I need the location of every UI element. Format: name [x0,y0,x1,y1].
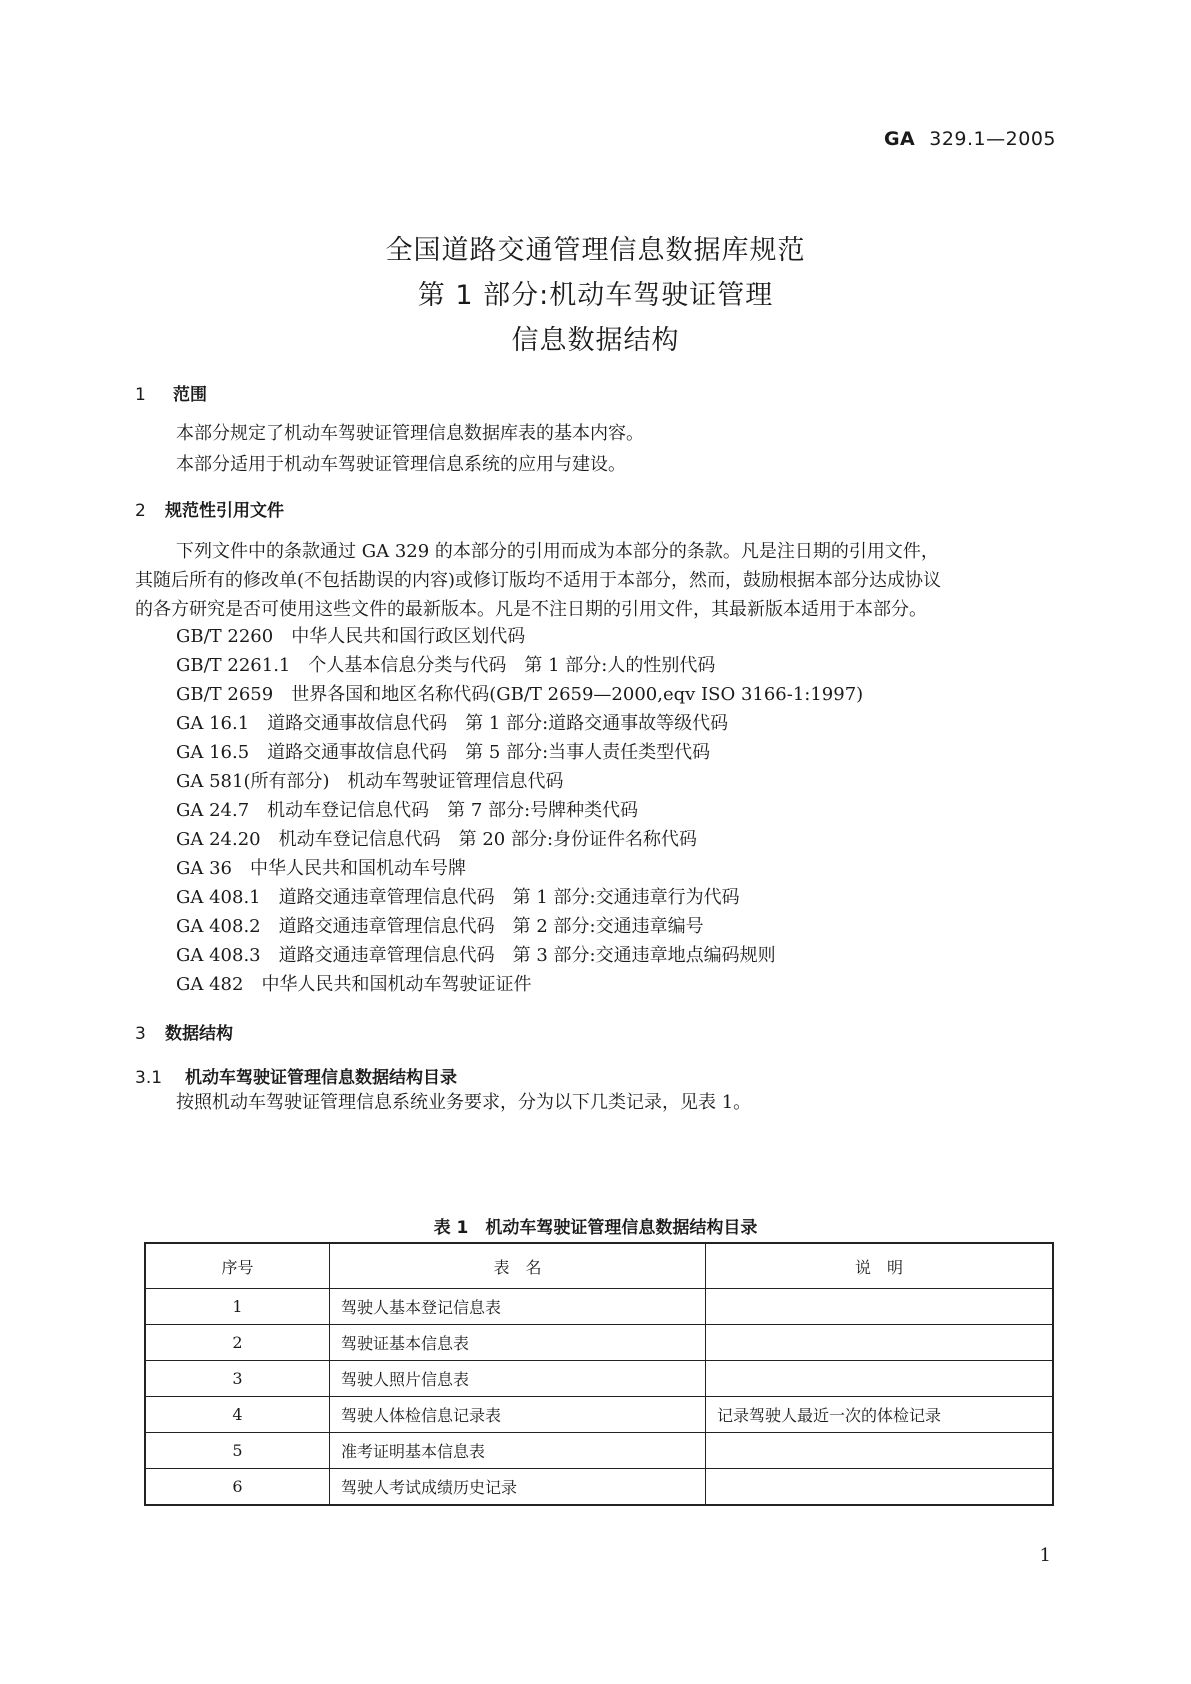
page-number: 1 [1039,1545,1051,1566]
reference-item: GA 24.7 机动车登记信息代码 第 7 部分:号牌种类代码 [176,800,639,821]
reference-item: GA 16.1 道路交通事故信息代码 第 1 部分:道路交通事故等级代码 [176,713,729,734]
reference-item: GA 581(所有部分) 机动车驾驶证管理信息代码 [176,771,564,792]
section-1-title: 范围 [173,385,207,405]
section-1-number: 1 [135,385,146,405]
table-row [145,1397,1053,1433]
cell-desc [706,1361,1054,1397]
cell-no: 1 [145,1289,330,1325]
table-row [145,1433,1053,1469]
cell-name: 驾驶证基本信息表 [330,1325,706,1361]
header-no: 序号 [145,1243,330,1289]
section-3-title: 数据结构 [165,1024,233,1044]
cell-no: 5 [145,1433,330,1469]
cell-desc [706,1325,1054,1361]
reference-item: GA 408.3 道路交通违章管理信息代码 第 3 部分:交通违章地点编码规则 [176,945,776,966]
table-row [145,1325,1053,1361]
cell-no: 4 [145,1397,330,1433]
reference-item: GA 408.2 道路交通违章管理信息代码 第 2 部分:交通违章编号 [176,916,704,937]
header-desc: 说 明 [706,1243,1054,1289]
table-row [145,1469,1053,1506]
section-2-intro-line-2: 其随后所有的修改单(不包括勘误的内容)或修订版均不适用于本部分，然而，鼓励根据本部分达成协议 [135,570,942,591]
section-1-para-1: 本部分规定了机动车驾驶证管理信息数据库表的基本内容。 [176,423,644,444]
cell-desc [706,1433,1054,1469]
reference-item: GA 24.20 机动车登记信息代码 第 20 部分:身份证件名称代码 [176,829,698,850]
data-structure-table [144,1242,1054,1506]
section-3-1-heading [135,1063,457,1088]
section-1-para-2: 本部分适用于机动车驾驶证管理信息系统的应用与建设。 [176,454,626,475]
cell-name: 驾驶人基本登记信息表 [330,1289,706,1325]
title-line-2: 第 1 部分:机动车驾驶证管理 [417,280,774,311]
cell-name: 驾驶人考试成绩历史记录 [330,1469,706,1506]
title-line-1: 全国道路交通管理信息数据库规范 [385,235,806,266]
section-2-intro-line-3: 的各方研究是否可使用这些文件的最新版本。凡是不注日期的引用文件，其最新版本适用于本部分。 [135,599,927,620]
table-row [145,1289,1053,1325]
reference-item: GA 482 中华人民共和国机动车驾驶证证件 [176,974,532,995]
section-3-heading [135,1019,233,1044]
cell-desc [706,1289,1054,1325]
header-name: 表 名 [330,1243,706,1289]
section-2-heading [135,496,284,521]
standard-code [884,128,1056,150]
reference-item: GA 36 中华人民共和国机动车号牌 [176,858,467,879]
section-1-heading [135,380,207,405]
cell-desc: 记录驾驶人最近一次的体检记录 [706,1397,1054,1433]
section-2-intro-line-1: 下列文件中的条款通过 GA 329 的本部分的引用而成为本部分的条款。凡是注日期的引用文件， [176,541,939,562]
section-3-1-para: 按照机动车驾驶证管理信息系统业务要求，分为以下几类记录，见表 1。 [176,1092,752,1113]
table-row [145,1361,1053,1397]
title-line-3: 信息数据结构 [511,325,680,356]
section-3-1-title: 机动车驾驶证管理信息数据结构目录 [185,1068,457,1088]
cell-name: 驾驶人照片信息表 [330,1361,706,1397]
section-2-title: 规范性引用文件 [165,501,284,521]
cell-no: 3 [145,1361,330,1397]
table-header-row [145,1243,1053,1289]
cell-no: 2 [145,1325,330,1361]
standard-number: 329.1—2005 [929,128,1056,150]
standard-prefix: GA [883,128,916,150]
cell-desc [706,1469,1054,1506]
table-caption: 表 1 机动车驾驶证管理信息数据结构目录 [433,1218,758,1238]
section-3-1-number: 3.1 [135,1068,163,1088]
section-2-number: 2 [135,501,146,521]
document-title [0,228,1191,363]
reference-item: GB/T 2261.1 个人基本信息分类与代码 第 1 部分:人的性别代码 [176,655,716,676]
reference-item: GA 408.1 道路交通违章管理信息代码 第 1 部分:交通违章行为代码 [176,887,740,908]
cell-no: 6 [145,1469,330,1506]
reference-item: GB/T 2260 中华人民共和国行政区划代码 [176,626,526,647]
cell-name: 驾驶人体检信息记录表 [330,1397,706,1433]
reference-item: GB/T 2659 世界各国和地区名称代码(GB/T 2659—2000,eqv ISO 3166-1:1997) [176,684,864,705]
reference-item: GA 16.5 道路交通事故信息代码 第 5 部分:当事人责任类型代码 [176,742,711,763]
section-3-number: 3 [135,1024,146,1044]
cell-name: 准考证明基本信息表 [330,1433,706,1469]
